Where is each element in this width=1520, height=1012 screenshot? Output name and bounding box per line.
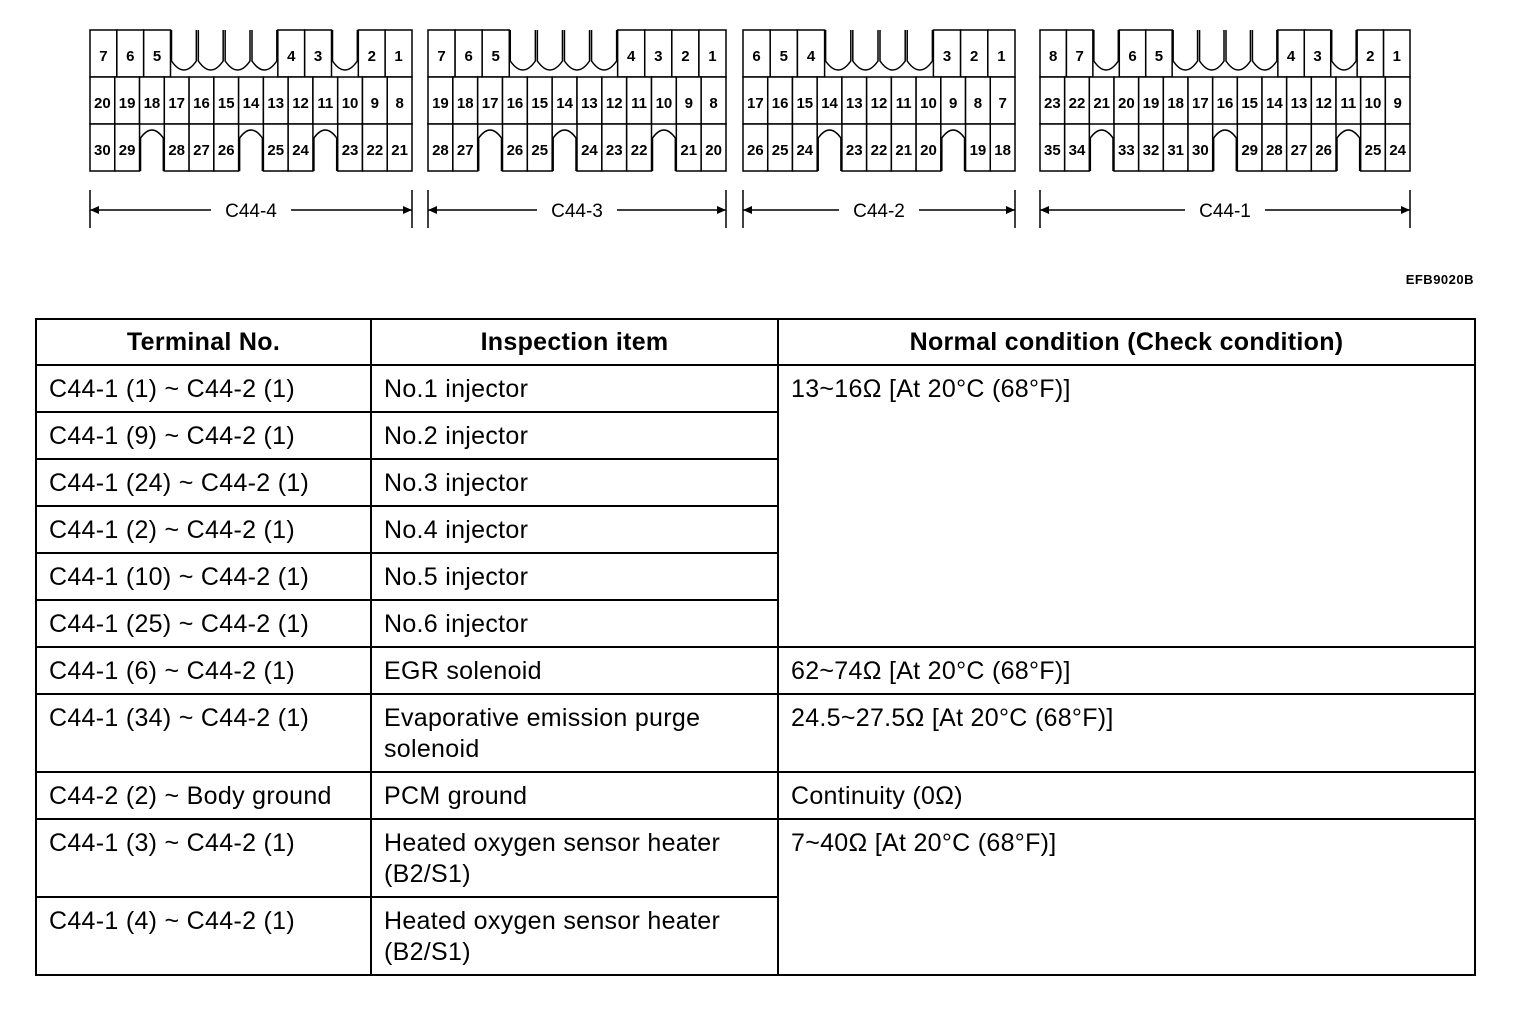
pin-number: 16 bbox=[1216, 95, 1234, 112]
pin-number: 11 bbox=[317, 95, 334, 112]
pin-number: 30 bbox=[94, 142, 111, 159]
pin-number: 32 bbox=[1142, 142, 1160, 159]
pin-number: 3 bbox=[654, 48, 663, 65]
key-slot bbox=[564, 30, 589, 70]
key-slot bbox=[553, 130, 576, 171]
pin-number: 29 bbox=[118, 142, 136, 159]
pin-number: 14 bbox=[821, 95, 838, 112]
key-slot bbox=[141, 130, 164, 171]
pin-number: 26 bbox=[1315, 142, 1333, 159]
pin-number: 9 bbox=[370, 95, 380, 112]
pin-number: 18 bbox=[994, 142, 1011, 159]
pin-number: 1 bbox=[1392, 48, 1401, 65]
key-slot bbox=[818, 130, 841, 171]
pin-number: 27 bbox=[193, 142, 210, 159]
pin-number: 13 bbox=[1290, 95, 1308, 112]
key-slot bbox=[907, 30, 932, 70]
pin-number: 21 bbox=[391, 142, 408, 159]
pin-number: 22 bbox=[1068, 95, 1086, 112]
terminal-cell: C44-1 (25) ~ C44-2 (1) bbox=[36, 600, 371, 647]
pin-number: 14 bbox=[556, 95, 573, 112]
pin-number: 19 bbox=[969, 142, 987, 159]
connector-c44-4 bbox=[90, 30, 412, 228]
pin-number: 8 bbox=[973, 95, 983, 112]
pin-number: 6 bbox=[752, 48, 761, 65]
pin-number: 21 bbox=[1093, 95, 1111, 112]
table-row bbox=[36, 772, 1475, 819]
pin-number: 19 bbox=[118, 95, 136, 112]
pin-number: 25 bbox=[267, 142, 285, 159]
pin-number: 18 bbox=[456, 95, 474, 112]
pin-number: 23 bbox=[1043, 95, 1061, 112]
pin-number: 16 bbox=[506, 95, 524, 112]
connector-label: C44-3 bbox=[551, 201, 603, 222]
pin-number: 25 bbox=[771, 142, 789, 159]
key-slot bbox=[314, 130, 337, 171]
pin-number: 26 bbox=[217, 142, 235, 159]
terminal-cell: C44-1 (2) ~ C44-2 (1) bbox=[36, 506, 371, 553]
pin-number: 11 bbox=[631, 95, 648, 112]
pin-number: 4 bbox=[1286, 48, 1296, 65]
pin-number: 23 bbox=[605, 142, 623, 159]
pin-number: 19 bbox=[432, 95, 449, 112]
key-slot bbox=[1226, 30, 1250, 70]
pin-number: 18 bbox=[1167, 95, 1185, 112]
pin-number: 15 bbox=[1241, 95, 1259, 112]
pin-number: 27 bbox=[456, 142, 474, 159]
header-terminal: Terminal No. bbox=[36, 319, 371, 365]
pin-number: 8 bbox=[1049, 48, 1058, 65]
pin-number: 12 bbox=[1315, 95, 1333, 112]
pin-number: 25 bbox=[531, 142, 549, 159]
pin-number: 24 bbox=[581, 142, 598, 159]
pin-number: 4 bbox=[627, 48, 636, 65]
pin-number: 12 bbox=[605, 95, 623, 112]
key-slot bbox=[880, 30, 905, 70]
pin-number: 29 bbox=[1241, 142, 1259, 159]
terminal-cell: C44-1 (1) ~ C44-2 (1) bbox=[36, 365, 371, 412]
condition-cell: 24.5~27.5Ω [At 20°C (68°F)] bbox=[778, 694, 1475, 772]
pin-number: 17 bbox=[168, 95, 186, 112]
key-slot bbox=[1173, 30, 1197, 70]
pin-number: 15 bbox=[217, 95, 235, 112]
pin-number: 15 bbox=[531, 95, 549, 112]
connector-label: C44-2 bbox=[853, 201, 905, 222]
pin-number: 12 bbox=[870, 95, 888, 112]
pin-number: 8 bbox=[709, 95, 718, 112]
condition-cell: 62~74Ω [At 20°C (68°F)] bbox=[778, 647, 1475, 694]
key-slot bbox=[1332, 30, 1356, 70]
key-slot bbox=[826, 30, 851, 70]
pin-number: 3 bbox=[1313, 48, 1322, 65]
pin-number: 6 bbox=[464, 48, 473, 65]
pin-number: 13 bbox=[267, 95, 285, 112]
arrow-left-icon bbox=[743, 206, 752, 214]
table-header-row bbox=[36, 319, 1475, 365]
key-slot bbox=[1094, 30, 1118, 70]
pin-number: 5 bbox=[152, 48, 162, 65]
pin-number: 14 bbox=[1265, 95, 1283, 112]
key-slot bbox=[1214, 130, 1237, 171]
pin-number: 22 bbox=[870, 142, 888, 159]
item-cell: Heated oxygen sensor heater (B2/S1) bbox=[371, 897, 778, 975]
pin-number: 10 bbox=[920, 95, 937, 112]
connector-c44-3 bbox=[428, 30, 726, 228]
pin-number: 17 bbox=[1191, 95, 1209, 112]
pin-number: 8 bbox=[395, 95, 404, 112]
key-slot bbox=[653, 130, 676, 171]
item-cell: No.6 injector bbox=[371, 600, 778, 647]
pin-number: 4 bbox=[287, 48, 296, 65]
condition-cell: 13~16Ω [At 20°C (68°F)] bbox=[778, 365, 1475, 647]
item-cell: No.4 injector bbox=[371, 506, 778, 553]
pin-number: 25 bbox=[1364, 142, 1382, 159]
item-cell: No.1 injector bbox=[371, 365, 778, 412]
pin-number: 4 bbox=[806, 48, 816, 65]
pin-number: 20 bbox=[920, 142, 937, 159]
key-slot bbox=[1090, 130, 1113, 171]
table-row bbox=[36, 647, 1475, 694]
pin-number: 23 bbox=[845, 142, 863, 159]
pin-number: 2 bbox=[1366, 48, 1375, 65]
item-cell: Evaporative emission purge solenoid bbox=[371, 694, 778, 772]
pin-number: 10 bbox=[341, 95, 359, 112]
key-slot bbox=[479, 130, 502, 171]
pin-number: 7 bbox=[1075, 48, 1084, 65]
table-row bbox=[36, 365, 1475, 412]
key-slot bbox=[1337, 130, 1360, 171]
arrow-left-icon bbox=[428, 206, 437, 214]
pin-number: 11 bbox=[1340, 95, 1357, 112]
pin-number: 28 bbox=[432, 142, 449, 159]
pin-number: 22 bbox=[630, 142, 648, 159]
terminal-cell: C44-2 (2) ~ Body ground bbox=[36, 772, 371, 819]
pin-number: 9 bbox=[949, 95, 958, 112]
pin-number: 2 bbox=[681, 48, 690, 65]
arrow-right-icon bbox=[403, 206, 412, 214]
pin-number: 13 bbox=[581, 95, 598, 112]
item-cell: Heated oxygen sensor heater (B2/S1) bbox=[371, 819, 778, 897]
pin-number: 28 bbox=[1265, 142, 1283, 159]
pin-number: 1 bbox=[997, 48, 1006, 65]
key-slot bbox=[252, 30, 277, 70]
table-row bbox=[36, 819, 1475, 897]
key-slot bbox=[592, 30, 617, 70]
arrow-left-icon bbox=[1040, 206, 1049, 214]
pin-number: 20 bbox=[1117, 95, 1135, 112]
pin-number: 16 bbox=[771, 95, 789, 112]
key-slot bbox=[510, 30, 535, 70]
key-slot bbox=[198, 30, 223, 70]
pin-number: 12 bbox=[292, 95, 309, 112]
key-slot bbox=[942, 130, 965, 171]
item-cell: EGR solenoid bbox=[371, 647, 778, 694]
pin-number: 13 bbox=[845, 95, 863, 112]
pin-number: 7 bbox=[99, 48, 108, 65]
pin-number: 7 bbox=[437, 48, 446, 65]
terminal-cell: C44-1 (6) ~ C44-2 (1) bbox=[36, 647, 371, 694]
pin-number: 16 bbox=[193, 95, 210, 112]
pin-number: 20 bbox=[705, 142, 722, 159]
pin-number: 6 bbox=[1128, 48, 1137, 65]
inspection-table bbox=[35, 318, 1476, 976]
key-slot bbox=[333, 30, 358, 70]
header-inspection-item: Inspection item bbox=[371, 319, 778, 365]
pin-number: 15 bbox=[796, 95, 814, 112]
key-slot bbox=[1200, 30, 1224, 70]
connector-label: C44-4 bbox=[225, 201, 277, 222]
pin-number: 9 bbox=[684, 95, 693, 112]
pin-number: 33 bbox=[1117, 142, 1135, 159]
pin-number: 21 bbox=[895, 142, 913, 159]
pin-number: 18 bbox=[143, 95, 161, 112]
pin-number: 2 bbox=[970, 48, 979, 65]
pin-number: 24 bbox=[292, 142, 309, 159]
arrow-right-icon bbox=[1006, 206, 1015, 214]
key-slot bbox=[225, 30, 250, 70]
pin-number: 10 bbox=[655, 95, 673, 112]
pin-number: 19 bbox=[1142, 95, 1160, 112]
key-slot bbox=[853, 30, 878, 70]
terminal-cell: C44-1 (34) ~ C44-2 (1) bbox=[36, 694, 371, 772]
terminal-cell: C44-1 (4) ~ C44-2 (1) bbox=[36, 897, 371, 975]
pin-number: 3 bbox=[313, 48, 323, 65]
terminal-cell: C44-1 (3) ~ C44-2 (1) bbox=[36, 819, 371, 897]
item-cell: No.2 injector bbox=[371, 412, 778, 459]
terminal-cell: C44-1 (10) ~ C44-2 (1) bbox=[36, 553, 371, 600]
key-slot bbox=[537, 30, 562, 70]
connector-diagram bbox=[0, 0, 1520, 300]
connector-c44-2 bbox=[743, 30, 1015, 228]
pin-number: 17 bbox=[747, 95, 764, 112]
pin-number: 20 bbox=[94, 95, 111, 112]
key-slot bbox=[240, 130, 263, 171]
key-slot bbox=[1252, 30, 1276, 70]
pin-number: 22 bbox=[366, 142, 384, 159]
pin-number: 26 bbox=[506, 142, 524, 159]
item-cell: No.5 injector bbox=[371, 553, 778, 600]
pin-number: 28 bbox=[168, 142, 186, 159]
arrow-right-icon bbox=[1401, 206, 1410, 214]
pin-number: 23 bbox=[341, 142, 359, 159]
pin-number: 1 bbox=[708, 48, 717, 65]
pin-number: 5 bbox=[779, 48, 788, 65]
table-row bbox=[36, 694, 1475, 772]
item-cell: PCM ground bbox=[371, 772, 778, 819]
pin-number: 6 bbox=[126, 48, 135, 65]
pin-number: 30 bbox=[1191, 142, 1209, 159]
pin-number: 14 bbox=[242, 95, 260, 112]
pin-number: 11 bbox=[895, 95, 912, 112]
pin-number: 21 bbox=[680, 142, 698, 159]
pin-number: 3 bbox=[942, 48, 952, 65]
pin-number: 27 bbox=[1290, 142, 1308, 159]
pin-number: 10 bbox=[1364, 95, 1382, 112]
item-cell: No.3 injector bbox=[371, 459, 778, 506]
pin-number: 34 bbox=[1068, 142, 1086, 159]
key-slot bbox=[172, 30, 197, 70]
header-normal-condition: Normal condition (Check condition) bbox=[778, 319, 1475, 365]
condition-cell: 7~40Ω [At 20°C (68°F)] bbox=[778, 819, 1475, 975]
connector-label: C44-1 bbox=[1199, 201, 1251, 222]
pin-number: 1 bbox=[394, 48, 403, 65]
figure-code: EFB9020B bbox=[1405, 272, 1474, 287]
pin-number: 17 bbox=[481, 95, 499, 112]
pin-number: 24 bbox=[1389, 142, 1407, 159]
pin-number: 2 bbox=[367, 48, 376, 65]
pin-number: 24 bbox=[796, 142, 814, 159]
pin-number: 31 bbox=[1167, 142, 1185, 159]
terminal-cell: C44-1 (9) ~ C44-2 (1) bbox=[36, 412, 371, 459]
condition-cell: Continuity (0Ω) bbox=[778, 772, 1475, 819]
pin-number: 9 bbox=[1393, 95, 1402, 112]
terminal-cell: C44-1 (24) ~ C44-2 (1) bbox=[36, 459, 371, 506]
arrow-left-icon bbox=[90, 206, 99, 214]
pin-number: 7 bbox=[998, 95, 1007, 112]
pin-number: 35 bbox=[1043, 142, 1061, 159]
arrow-right-icon bbox=[717, 206, 726, 214]
pin-number: 26 bbox=[747, 142, 764, 159]
pin-number: 5 bbox=[491, 48, 500, 65]
connector-c44-1 bbox=[1040, 30, 1410, 228]
pin-number: 5 bbox=[1154, 48, 1164, 65]
